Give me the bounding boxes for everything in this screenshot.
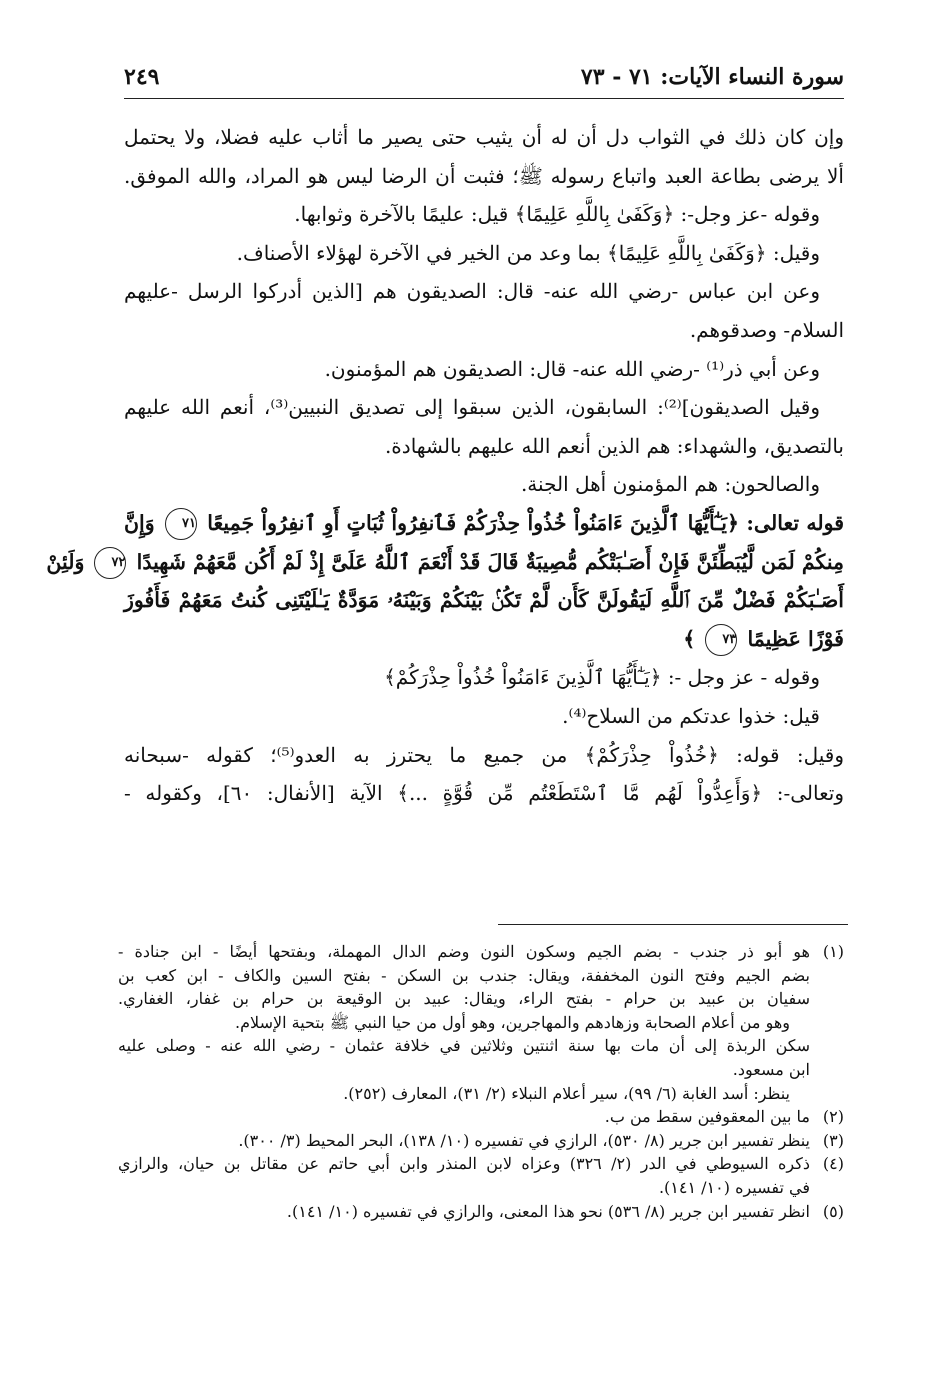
- ayah-number-marker: ٧٣: [705, 624, 737, 656]
- footnote-line: [118, 1105, 844, 1129]
- text-line: والصالحون: هم المؤمنون أهل الجنة.: [520, 472, 820, 497]
- text-line: بالتصديق، والشهداء: هم الذين أنعم الله عليهم بالشهادة.: [384, 433, 844, 458]
- quran-line: [124, 504, 844, 543]
- footnote-line: بضم الجيم وفتح النون المخففة، ويقال: جندب بن السكن - بفتح السين والكاف - ابن كعب بن: [118, 965, 810, 985]
- text-line: ألا يرضى بطاعة العبد واتباع رسوله ﷺ؛ فثبت أن الرضا ليس هو المراد، والله الموفق.: [124, 163, 844, 188]
- ayah-number-marker: ٧١: [165, 508, 197, 540]
- text-line: وقيل الصديقون]⁽²⁾: السابقون، الذين سبقوا إلى تصديق النبيين⁽³⁾، أنعم الله عليهم: [124, 395, 821, 420]
- footnote-text: انظر تفسير ابن جرير (٨/ ٥٣٦) نحو هذا المعنى، والرازي في تفسيره (١٠/ ١٤١).: [286, 1201, 810, 1221]
- footnote-number: (١): [822, 942, 844, 961]
- footnote-line: سفيان بن عبيد بن حرام - بفتح الراء، ويقال: عبيد بن الوقيعة بن حرام بن غفار، الغفاري.: [118, 989, 810, 1009]
- text-line: وعن ابن عباس -رضي الله عنه- قال: الصديقون هم [الذين أدركوا الرسل -عليهم: [124, 279, 820, 304]
- ayah-number-marker: ٧٢: [94, 547, 126, 579]
- text-line: وإن كان ذلك في الثواب دل أن له أن يثيب حتى يصير ما أثاب عليه فضلا، ولا يحتمل: [124, 125, 844, 149]
- footnotes: [118, 940, 844, 1223]
- footnote-number: (٤): [822, 1154, 844, 1174]
- text-line: وعن أبي ذر⁽¹⁾ -رضي الله عنه- قال: الصديقون هم المؤمنون.: [324, 356, 820, 381]
- footnote-divider: [498, 924, 848, 925]
- footnote-text: ينظر تفسير ابن جرير (٨/ ٥٣٠)، الرازي في تفسيره (١٠/ ١٣٨)، البحر المحيط (٣/ ٣٠٠).: [238, 1130, 810, 1150]
- quran-line: [46, 543, 844, 582]
- footnote-line: [118, 1152, 844, 1176]
- main-text: [46, 118, 844, 813]
- quran-verses: [46, 504, 844, 658]
- verse-text: فَوْزًا عَظِيمًا: [747, 626, 844, 651]
- text-line: وقوله - عز وجل -: ﴿يَـٰٓأَيُّهَا ٱلَّذِينَ ءَامَنُواْ خُذُواْ حِذْرَكُمْ﴾: [384, 665, 820, 690]
- footnote-text: ما بين المعقوفين سقط من ب.: [604, 1107, 810, 1127]
- text-line: السلام- وصدقوهم.: [689, 317, 844, 342]
- footnote-line: ينظر: أسد الغابة (٦/ ٩٩)، سير أعلام النبلاء (٢/ ٣١)، المعارف (٢٥٢).: [343, 1083, 790, 1103]
- footnote-line: [118, 1200, 844, 1224]
- footnote-line: ابن مسعود.: [732, 1059, 810, 1079]
- text-line: قيل: خذوا عدتكم من السلاح⁽⁴⁾.: [562, 703, 820, 728]
- text-line: وقوله -عز وجل-: ﴿وَكَفَىٰ بِاللَّهِ عَلِيمًا﴾ قيل: عليمًا بالآخرة وثوابها.: [294, 202, 820, 227]
- text-line: وتعالى-: ﴿وَأَعِدُّواْ لَهُم مَّا ٱسْتَطَعْتُم مِّن قُوَّةٍ ...﴾ الآية [الأنفال: ٦٠]، وكقوله -: [124, 781, 844, 806]
- quran-line: [124, 620, 844, 659]
- verse-text: ﴿يَـٰٓأَيُّهَا ٱلَّذِينَ ءَامَنُواْ خُذُواْ حِذْرَكُمْ فَٱنفِرُواْ ثُبَاتٍ أَوِ ٱنفِرُواْ جَمِيعًا: [207, 510, 739, 535]
- page-number: ٢٤٩: [124, 64, 160, 90]
- footnote-line: سكن الربذة إلى أن مات بها سنة اثنتين وثلاثين في خلافة عثمان - رضي الله عنه - وصلى عليه: [118, 1036, 810, 1056]
- footnote-line: في تفسيره (١٠/ ١٤١).: [658, 1177, 810, 1197]
- page-header: [124, 58, 844, 99]
- footnote-number: (٣): [822, 1130, 844, 1150]
- text-line: وقيل: قوله: ﴿خُذُواْ حِذْرَكُمْ﴾ من جميع ما يحترز به العدو⁽⁵⁾؛ كقوله -سبحانه: [124, 742, 844, 767]
- footnote-text: ذكره السيوطي في الدر (٢/ ٣٢٦) وعزاه لابن المنذر وابن أبي حاتم عن مقاتل بن حيان، والرازي: [118, 1154, 810, 1174]
- footnote-text: هو أبو ذر جندب - بضم الجيم وسكون النون وضم الدال المهملة، وبفتحها أيضًا - ابن جنادة -: [118, 942, 810, 961]
- verse-label: قوله تعالى:: [746, 510, 844, 535]
- footnote-line: [118, 940, 844, 964]
- verse-text: مِنكُمْ لَمَن لَّيُبَطِّئَنَّ فَإِنْ أَصَـٰبَتْكُم مُّصِيبَةٌ قَالَ قَدْ أَنْعَمَ ٱللَّهُ عَلَىَّ إِذْ لَمْ أَكُن مَّعَهُمْ شَهِيدًا: [136, 549, 844, 574]
- footnote-line: [118, 1129, 844, 1153]
- text-line: وقيل: ﴿وَكَفَىٰ بِاللَّهِ عَلِيمًا﴾ بما وعد من الخير في الآخرة لهؤلاء الأصناف.: [236, 240, 820, 265]
- surah-title: سورة النساء الآيات: ٧١ - ٧٣: [580, 64, 844, 90]
- quran-line: أَصَـٰبَكُمْ فَضْلٌ مِّنَ ٱللَّهِ لَيَقُولَنَّ كَأَن لَّمْ تَكُنۢ بَيْنَكُمْ وَبَيْنَهُۥ مَوَدَّةٌ يَـٰلَيْتَنِى كُنتُ مَعَهُمْ فَأَفُوزَ: [124, 588, 844, 613]
- verse-text: وَإِنَّ: [124, 510, 155, 535]
- footnote-line: وهو من أعلام الصحابة وزهادهم والمهاجرين، وهو أول من حيا النبي ﷺ بتحية الإسلام.: [235, 1012, 790, 1032]
- footnote-number: (٥): [822, 1201, 844, 1221]
- verse-text: وَلَئِنْ: [46, 549, 85, 574]
- verse-text: ﴾: [683, 626, 696, 651]
- footnote-number: (٢): [822, 1107, 844, 1127]
